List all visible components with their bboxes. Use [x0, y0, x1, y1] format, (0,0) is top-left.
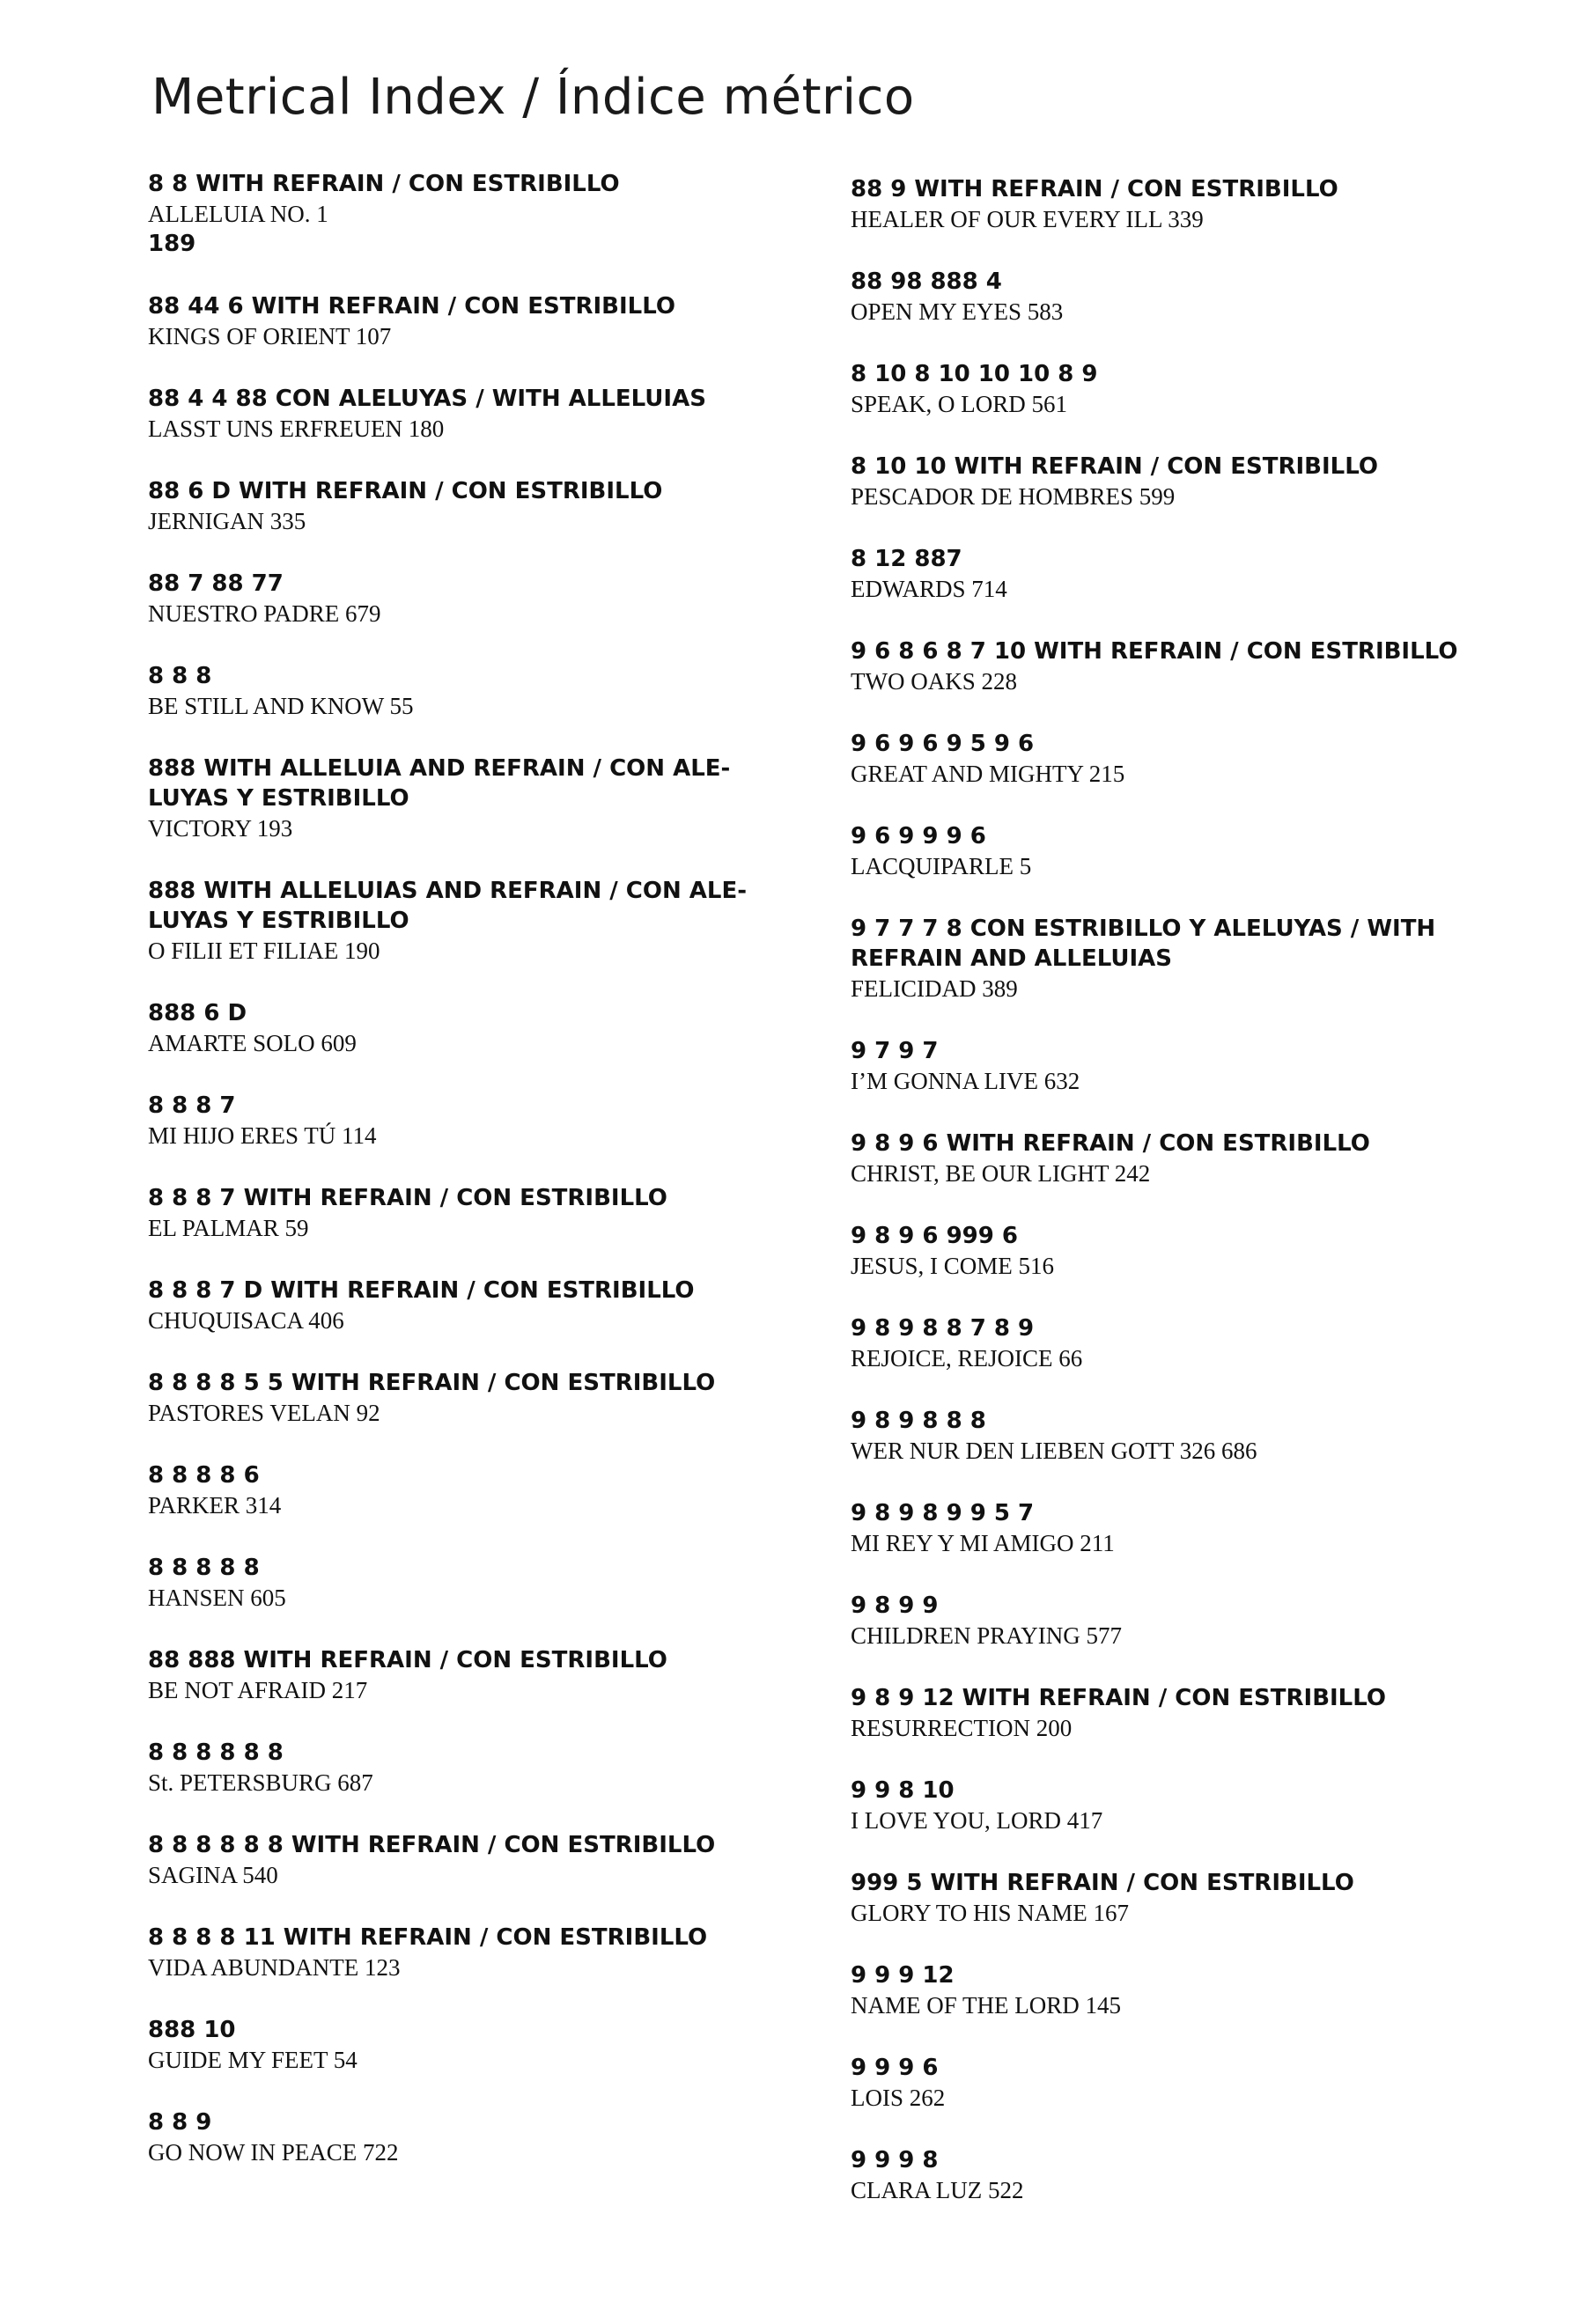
tune-name: LASST UNS ERFREUEN 180 [148, 416, 445, 442]
meter-entry [851, 174, 1555, 234]
tune-name: GREAT AND MIGHTY 215 [851, 761, 1125, 787]
meter-entry [851, 267, 1555, 327]
meter-heading: 888 WITH ALLELUIAS AND REFRAIN / CON ALE- [148, 878, 748, 904]
tune-name: FELICIDAD 389 [851, 975, 1018, 1002]
tune-name: NAME OF THE LORD 145 [851, 1992, 1122, 2019]
meter-entry [851, 1036, 1555, 1096]
tune-name: PASTORES VELAN 92 [148, 1400, 380, 1426]
meter-heading: 9 6 8 6 8 7 10 WITH REFRAIN / CON ESTRIBILLO [851, 638, 1458, 665]
tune-name: VIDA ABUNDANTE 123 [148, 1954, 401, 1981]
tune-name: LACQUIPARLE 5 [851, 853, 1032, 879]
meter-entry [851, 359, 1555, 419]
tune-name: HANSEN 605 [148, 1585, 286, 1611]
meter-heading: 888 6 D [148, 1000, 247, 1026]
meter-entry [148, 754, 817, 843]
meter-heading: 88 888 WITH REFRAIN / CON ESTRIBILLO [148, 1647, 667, 1673]
meter-heading: 888 WITH ALLELUIA AND REFRAIN / CON ALE- [148, 755, 731, 782]
tune-name: VICTORY 193 [148, 815, 293, 842]
meter-heading: 9 7 7 7 8 CON ESTRIBILLO Y ALELUYAS / WITH [851, 916, 1436, 942]
meter-heading-continued: REFRAIN AND ALLELUIAS [851, 945, 1172, 972]
page-title: Metrical Index / Índice métrico [151, 69, 915, 126]
hymn-number: 189 [148, 231, 196, 257]
meter-heading: 9 9 9 6 [851, 2055, 939, 2081]
meter-entry [851, 1221, 1555, 1281]
meter-heading: 9 8 9 8 8 8 [851, 1408, 986, 1434]
meter-entry [148, 291, 817, 351]
tune-name: I’M GONNA LIVE 632 [851, 1068, 1080, 1094]
meter-entry [148, 1183, 817, 1243]
meter-heading: 9 9 9 12 [851, 1962, 955, 1989]
tune-name: CHRIST, BE OUR LIGHT 242 [851, 1160, 1151, 1187]
tune-name: JESUS, I COME 516 [851, 1253, 1055, 1279]
tune-name: St. PETERSBURG 687 [148, 1769, 373, 1796]
tune-name: MI REY Y MI AMIGO 211 [851, 1530, 1115, 1556]
tune-name: GLORY TO HIS NAME 167 [851, 1900, 1130, 1926]
tune-name: TWO OAKS 228 [851, 668, 1017, 695]
meter-entry [148, 1738, 817, 1798]
meter-entry [851, 1776, 1555, 1835]
meter-heading: 9 8 9 6 999 6 [851, 1223, 1018, 1249]
meter-heading: 9 8 9 6 WITH REFRAIN / CON ESTRIBILLO [851, 1130, 1370, 1157]
tune-name: SAGINA 540 [148, 1862, 278, 1888]
meter-entry [851, 1498, 1555, 1558]
tune-name: BE STILL AND KNOW 55 [148, 693, 414, 719]
meter-heading: 8 8 8 8 8 8 WITH REFRAIN / CON ESTRIBILLO [148, 1832, 716, 1858]
tune-name: EDWARDS 714 [851, 576, 1007, 602]
meter-entry [148, 1553, 817, 1613]
meter-heading: 9 8 9 8 9 9 5 7 [851, 1500, 1035, 1526]
meter-heading: 9 9 8 10 [851, 1777, 955, 1804]
meter-heading: 999 5 WITH REFRAIN / CON ESTRIBILLO [851, 1870, 1354, 1896]
tune-name: SPEAK, O LORD 561 [851, 391, 1068, 417]
meter-heading: 8 10 10 WITH REFRAIN / CON ESTRIBILLO [851, 453, 1378, 480]
tune-name: JERNIGAN 335 [148, 508, 306, 534]
tune-name: NUESTRO PADRE 679 [148, 600, 381, 627]
tune-name: EL PALMAR 59 [148, 1215, 309, 1241]
meter-entry [148, 476, 817, 536]
tune-name: CHUQUISACA 406 [148, 1307, 344, 1334]
meter-entry [851, 1313, 1555, 1373]
meter-heading: 9 8 9 12 WITH REFRAIN / CON ESTRIBILLO [851, 1685, 1386, 1711]
meter-entry [148, 1830, 817, 1890]
meter-entry [148, 1368, 817, 1428]
meter-entry [851, 821, 1555, 881]
meter-entry [148, 998, 817, 1058]
meter-heading: 8 12 887 [851, 546, 962, 572]
meter-heading: 8 8 8 8 11 WITH REFRAIN / CON ESTRIBILLO [148, 1924, 708, 1951]
tune-name: GUIDE MY FEET 54 [148, 2047, 358, 2073]
meter-entry [851, 2053, 1555, 2113]
tune-name: CHILDREN PRAYING 577 [851, 1622, 1123, 1649]
meter-heading: 8 8 9 [148, 2109, 212, 2136]
meter-entry [851, 1129, 1555, 1188]
index-column-left [148, 169, 817, 2200]
tune-name: GO NOW IN PEACE 722 [148, 2139, 399, 2166]
meter-entry [851, 1591, 1555, 1651]
meter-entry [148, 1460, 817, 1520]
tune-name: AMARTE SOLO 609 [148, 1030, 357, 1056]
meter-heading: 88 9 WITH REFRAIN / CON ESTRIBILLO [851, 176, 1338, 202]
meter-entry [148, 169, 817, 259]
meter-heading: 88 44 6 WITH REFRAIN / CON ESTRIBILLO [148, 293, 675, 320]
meter-heading: 9 7 9 7 [851, 1038, 939, 1064]
meter-entry [148, 1645, 817, 1705]
meter-entry [148, 1276, 817, 1335]
meter-heading: 9 6 9 6 9 5 9 6 [851, 731, 1035, 757]
meter-heading: 88 6 D WITH REFRAIN / CON ESTRIBILLO [148, 478, 663, 504]
tune-name: MI HIJO ERES TÚ 114 [148, 1122, 377, 1149]
meter-heading: 8 8 8 8 8 8 [148, 1739, 284, 1766]
meter-heading: 888 10 [148, 2017, 236, 2043]
meter-entry [851, 1683, 1555, 1743]
meter-entry [148, 876, 817, 966]
meter-entry [851, 1960, 1555, 2020]
tune-name: HEALER OF OUR EVERY ILL 339 [851, 206, 1204, 232]
meter-heading-continued: LUYAS Y ESTRIBILLO [148, 785, 409, 812]
meter-heading: 9 9 9 8 [851, 2147, 939, 2173]
meter-heading: 88 4 4 88 CON ALELUYAS / WITH ALLELUIAS [148, 386, 706, 412]
meter-heading: 8 8 8 8 8 [148, 1555, 260, 1581]
index-column-right [851, 174, 1555, 2238]
tune-name: ALLELUIA NO. 1 [148, 201, 328, 227]
tune-name: REJOICE, REJOICE 66 [851, 1345, 1083, 1372]
meter-entry [851, 729, 1555, 789]
tune-name: OPEN MY EYES 583 [851, 298, 1064, 325]
tune-name: RESURRECTION 200 [851, 1715, 1073, 1741]
meter-heading: 8 8 WITH REFRAIN / CON ESTRIBILLO [148, 171, 620, 197]
tune-name: BE NOT AFRAID 217 [148, 1677, 368, 1703]
meter-entry [851, 544, 1555, 604]
meter-entry [851, 1406, 1555, 1466]
meter-heading: 88 7 88 77 [148, 570, 284, 597]
meter-entry [148, 569, 817, 629]
meter-heading: 8 8 8 8 5 5 WITH REFRAIN / CON ESTRIBILLO [148, 1370, 716, 1396]
meter-entry [148, 1091, 817, 1151]
tune-name: PESCADOR DE HOMBRES 599 [851, 483, 1176, 510]
meter-entry [851, 1868, 1555, 1928]
meter-entry [851, 914, 1555, 1004]
meter-entry [148, 2107, 817, 2167]
meter-entry [148, 1923, 817, 1982]
meter-heading: 8 10 8 10 10 10 8 9 [851, 361, 1098, 387]
meter-heading: 8 8 8 7 WITH REFRAIN / CON ESTRIBILLO [148, 1185, 667, 1211]
tune-name: KINGS OF ORIENT 107 [148, 323, 392, 349]
meter-heading: 8 8 8 7 D WITH REFRAIN / CON ESTRIBILLO [148, 1277, 695, 1304]
meter-entry [148, 2015, 817, 2075]
meter-heading: 9 8 9 9 [851, 1592, 939, 1619]
meter-heading-continued: LUYAS Y ESTRIBILLO [148, 908, 409, 934]
meter-entry [148, 661, 817, 721]
meter-heading: 88 98 888 4 [851, 268, 1002, 295]
tune-name: CLARA LUZ 522 [851, 2177, 1024, 2203]
tune-name: PARKER 314 [148, 1492, 282, 1519]
tune-name: I LOVE YOU, LORD 417 [851, 1807, 1103, 1834]
tune-name: WER NUR DEN LIEBEN GOTT 326 686 [851, 1438, 1257, 1464]
meter-heading: 9 6 9 9 9 6 [851, 823, 986, 849]
tune-name: O FILII ET FILIAE 190 [148, 938, 380, 964]
meter-entry [851, 452, 1555, 511]
meter-entry [148, 384, 817, 444]
meter-heading: 8 8 8 8 6 [148, 1462, 260, 1489]
meter-heading: 8 8 8 [148, 663, 212, 689]
meter-entry [851, 636, 1555, 696]
meter-heading: 8 8 8 7 [148, 1092, 236, 1119]
meter-entry [851, 2145, 1555, 2205]
tune-name: LOIS 262 [851, 2085, 946, 2111]
meter-heading: 9 8 9 8 8 7 8 9 [851, 1315, 1035, 1342]
